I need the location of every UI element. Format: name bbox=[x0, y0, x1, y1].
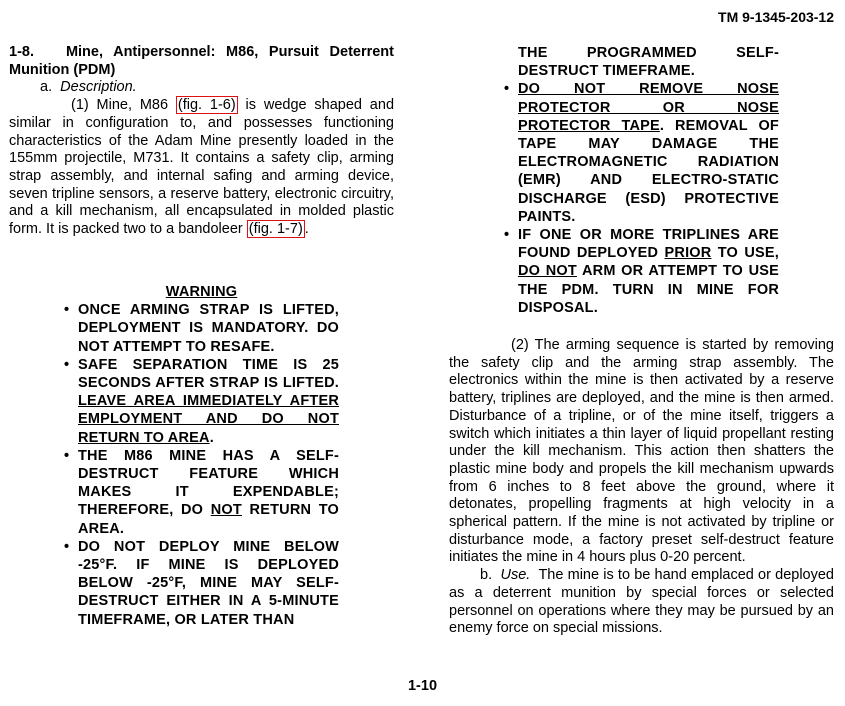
warning-item bbox=[518, 226, 779, 317]
paragraph-1-end: . bbox=[304, 221, 309, 238]
paragraph-1-prefix: (1) Mine, M86 bbox=[71, 97, 169, 114]
right-column-warnings bbox=[518, 44, 779, 317]
warning-item-text: ONCE ARMING STRAP IS LIFTED, DEPLOYMENT IS MANDATORY. DO NOT ATTEMPT TO RESAFE. bbox=[78, 302, 339, 355]
section-number: 1-8. bbox=[9, 44, 34, 60]
warning-item-underlined: NOT bbox=[210, 502, 242, 519]
warning-list bbox=[64, 301, 339, 629]
warning-item-end: ARM OR ATTEMPT TO USE THE PDM. TURN IN MINE FOR DISPOSAL. bbox=[518, 263, 779, 316]
section-heading bbox=[9, 44, 394, 79]
description-label: a. bbox=[40, 79, 53, 96]
warning-item bbox=[64, 301, 339, 356]
warning-item bbox=[64, 447, 339, 538]
use-label: b. bbox=[480, 567, 493, 584]
warning-item-underlined: DO NOT REMOVE NOSE PROTECTOR OR NOSE PROTECTOR TAPE bbox=[518, 81, 779, 134]
warning-item-text: TO USE, bbox=[717, 245, 779, 262]
paragraph-2: (2) The arming sequence is started by removing the safety clip and the arming strap assembly. The electronics within the mine is then activated by a reserve battery, triplines are deployed, and the mine is then armed. Disturbance of a tripline, or of the mine itself, triggers a switch which initiates a thin layer of liquid propellant resting under the kill mechanism. This action then shatters the plastic mine body and propels the kill mechanism upwards from 6 inches to 8 feet above the ground, where it detonates, propelling fragments at high velocity in a spherical pattern. If the mine is not activated by tripline or disturbance mode, a factory preset self-destruct feature initiates the mine in 4 hours plus 0-20 percent. bbox=[449, 337, 834, 566]
warning-item-text: . REMOVAL OF TAPE MAY DAMAGE THE ELECTROMAGNETIC RADIATION (EMR) AND ELECTRO-STATIC DISCHARGE (ESD) PROTECTIVE PAINTS. bbox=[518, 117, 779, 225]
warning-item bbox=[64, 356, 339, 447]
right-column-body bbox=[449, 337, 834, 638]
section-title: Mine, Antipersonnel: M86, Pursuit Deterrent Munition (PDM) bbox=[9, 44, 394, 78]
warning-item-text: SAFE SEPARATION TIME IS 25 SECONDS AFTER STRAP IS LIFTED. bbox=[78, 356, 339, 392]
description-heading bbox=[9, 79, 394, 97]
warning-item-underlined: LEAVE AREA IMMEDIATELY AFTER EMPLOYMENT AND DO NOT RETURN TO AREA bbox=[78, 393, 339, 446]
warning-item-underlined: DO NOT bbox=[518, 263, 577, 280]
use-title: Use. bbox=[500, 567, 531, 584]
warning-item-end: RETURN TO AREA. bbox=[78, 502, 339, 537]
document-number: TM 9-1345-203-12 bbox=[718, 9, 834, 25]
use-paragraph bbox=[449, 567, 834, 638]
warning-heading: WARNING bbox=[165, 284, 238, 300]
figure-link-1-6[interactable]: (fig. 1-6) bbox=[177, 97, 236, 114]
warning-item-text: IF ONE OR MORE TRIPLINES ARE FOUND DEPLOYED bbox=[518, 227, 779, 262]
warning-continuation: THE PROGRAMMED SELF-DESTRUCT TIMEFRAME. bbox=[518, 45, 779, 80]
warning-item-text: DO NOT DEPLOY MINE BELOW -25°F. IF MINE IS DEPLOYED BELOW -25°F, MINE MAY SELF-DESTRUCT EITHER IN A 5-MINUTE TIMEFRAME, OR LATER THAN bbox=[78, 538, 339, 628]
left-column bbox=[9, 44, 394, 239]
warning-item-underlined: PRIOR bbox=[664, 245, 712, 262]
warning-item bbox=[518, 80, 779, 226]
page-number: 1-10 bbox=[407, 678, 438, 694]
warning-list-continued bbox=[518, 80, 779, 317]
description-title: Description. bbox=[60, 79, 137, 96]
warning-item bbox=[64, 538, 339, 629]
paragraph-1-body: is wedge shaped and similar in configuration to, and possesses functioning characteristics of the Adam Mine presently loaded in the 155mm projectile, M731. It contains a safety clip, arming strap assembly, and internal safing and arming device, seven tripline sensors, a reserve battery, electronic circuitry, and a kill mechanism, all encapsulated in molded plastic form. It is packed two to a bandoleer bbox=[9, 97, 395, 238]
warning-block bbox=[64, 283, 339, 629]
use-body: The mine is to be hand emplaced or deployed as a deterrent munition by special forces or selected personnel on operations where they may be pursued by an enemy force on special missions. bbox=[449, 567, 834, 637]
warning-item-end: . bbox=[209, 429, 214, 446]
figure-link-1-7[interactable]: (fig. 1-7) bbox=[248, 221, 303, 238]
paragraph-1 bbox=[9, 97, 394, 239]
warning-item-text: THE M86 MINE HAS A SELF-DESTRUCT FEATURE WHICH MAKES IT EXPENDABLE; THEREFORE, DO bbox=[78, 447, 339, 519]
